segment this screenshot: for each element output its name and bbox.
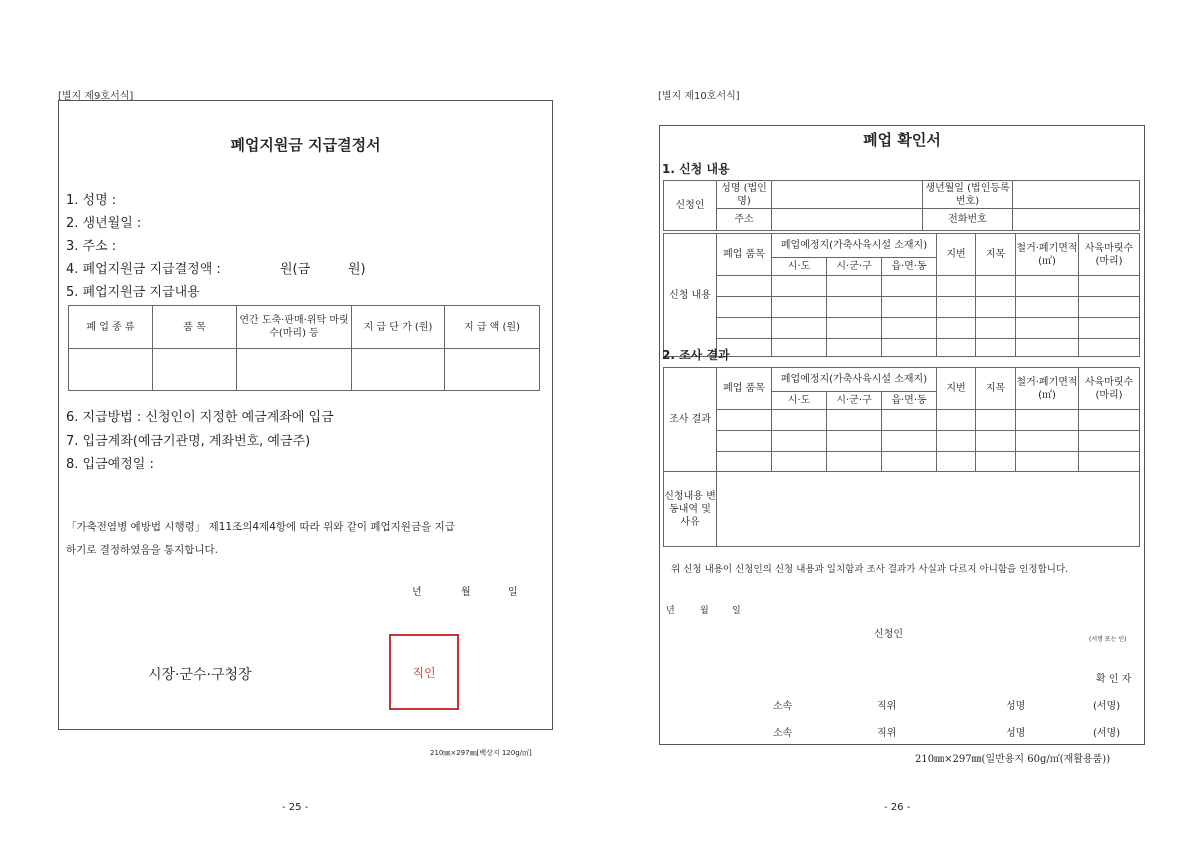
field-name: 1. 성명 : [66, 193, 117, 208]
table-cell[interactable] [827, 297, 882, 318]
confirmer-2-sign: (서명) [1093, 728, 1121, 739]
table-cell[interactable] [1016, 276, 1079, 297]
table-cell[interactable] [976, 431, 1016, 452]
header-annual-count: 연간 도축·판매·위탁 마릿수(마리) 등 [237, 306, 352, 349]
confirmer-2-name: 성명 [1006, 728, 1026, 739]
table-cell[interactable] [976, 452, 1016, 472]
table-cell[interactable] [1079, 431, 1140, 452]
table-cell[interactable] [772, 410, 827, 431]
table-cell[interactable] [976, 276, 1016, 297]
birth-label: 생년월일 (법인등록번호) [923, 181, 1013, 209]
table-cell[interactable] [1079, 297, 1140, 318]
table-cell[interactable] [937, 276, 976, 297]
table-cell[interactable] [1079, 410, 1140, 431]
table-cell[interactable] [772, 452, 827, 472]
table-cell[interactable] [882, 339, 937, 357]
date-year: 년 [412, 587, 422, 598]
table-cell[interactable] [827, 410, 882, 431]
sign-or-seal-note: (서명 또는 인) [1089, 636, 1127, 643]
table-cell[interactable] [937, 297, 976, 318]
lot-label: 지번 [937, 368, 976, 410]
table-cell[interactable] [882, 297, 937, 318]
field-address: 3. 주소 : [66, 239, 117, 254]
paper-spec-right: 210㎜×297㎜(일반용지 60g/㎡(재활용품)) [915, 754, 1111, 765]
field-amount: 4. 폐업지원금 지급결정액 : [66, 262, 221, 277]
phone-label: 전화번호 [923, 209, 1013, 231]
table-cell[interactable] [153, 349, 237, 391]
table-cell[interactable] [352, 349, 445, 391]
table-cell[interactable] [717, 431, 772, 452]
field-account: 7. 입금계좌(예금기관명, 계좌번호, 예금주) [66, 434, 311, 449]
right-form-title: 폐업 확인서 [863, 131, 941, 149]
applicant-table [663, 180, 1140, 231]
table-cell[interactable] [976, 339, 1016, 357]
applicant-label: 신청인 [664, 181, 717, 231]
confirmer-2-dept: 소속 [773, 728, 793, 739]
table-cell[interactable] [717, 276, 772, 297]
address-label: 주소 [717, 209, 772, 231]
header-closure-type: 폐 업 종 류 [69, 306, 153, 349]
page-number-right: - 26 - [884, 802, 911, 813]
table-cell[interactable] [237, 349, 352, 391]
application-content-table [663, 233, 1140, 357]
section-2-heading: 2. 조사 결과 [662, 348, 730, 362]
table-cell[interactable] [1016, 318, 1079, 339]
site-label: 폐업예정지(가축사육시설 소재지) [772, 368, 937, 392]
date-day: 일 [508, 587, 518, 598]
field-payment-method: 6. 지급방법 : 신청인이 지정한 예금계좌에 입금 [66, 410, 334, 425]
name-value[interactable] [772, 181, 923, 209]
site-label: 폐업예정지(가축사육시설 소재지) [772, 234, 937, 258]
item-label: 폐업 품목 [717, 368, 772, 410]
date-year-right: 년 [666, 606, 675, 616]
confirmer-2-position: 직위 [877, 728, 897, 739]
header-unit-price: 지 급 단 가 (원) [352, 306, 445, 349]
item-label: 폐업 품목 [717, 234, 772, 276]
table-cell[interactable] [937, 452, 976, 472]
table-cell[interactable] [717, 297, 772, 318]
applicant-sign-label: 신청인 [874, 629, 903, 640]
signer-title: 시장·군수·구청장 [148, 667, 252, 683]
amount-won-close: 원) [348, 262, 366, 277]
table-cell[interactable] [882, 276, 937, 297]
confirm-statement: 위 신청 내용이 신청인의 신청 내용과 일치함과 조사 결과가 사실과 다르지 아니함을 인정합니다. [671, 564, 1069, 575]
page-number-left: - 25 - [282, 802, 309, 813]
table-cell[interactable] [772, 339, 827, 357]
sido-label: 시·도 [772, 258, 827, 276]
table-cell[interactable] [937, 339, 976, 357]
land-label: 지목 [976, 234, 1016, 276]
table-cell[interactable] [772, 297, 827, 318]
table-cell[interactable] [1016, 452, 1079, 472]
table-cell[interactable] [937, 318, 976, 339]
table-cell[interactable] [827, 276, 882, 297]
confirmer-1-name: 성명 [1006, 701, 1026, 712]
amount-won-open: 원(금 [280, 262, 311, 277]
table-cell[interactable] [1016, 431, 1079, 452]
table-cell[interactable] [717, 410, 772, 431]
payment-table [68, 305, 540, 391]
table-cell[interactable] [445, 349, 540, 391]
date-month: 월 [461, 587, 471, 598]
notice-line-2: 하기로 결정하였음을 통지합니다. [66, 544, 219, 556]
area-label: 철거·폐기면적 (㎡) [1016, 234, 1079, 276]
table-cell[interactable] [976, 318, 1016, 339]
sido-label: 시·도 [772, 392, 827, 410]
table-cell[interactable] [937, 410, 976, 431]
date-day-right: 일 [732, 606, 741, 616]
field-deposit-date: 8. 입금예정일 : [66, 457, 154, 472]
content-label: 신청 내용 [664, 234, 717, 357]
confirmer-1-dept: 소속 [773, 701, 793, 712]
land-label: 지목 [976, 368, 1016, 410]
table-cell[interactable] [827, 318, 882, 339]
sigungu-label: 시·군·구 [827, 392, 882, 410]
field-content: 5. 폐업지원금 지급내용 [66, 285, 200, 300]
phone-value[interactable] [1013, 209, 1140, 231]
lot-label: 지번 [937, 234, 976, 276]
table-cell[interactable] [827, 339, 882, 357]
table-cell[interactable] [717, 318, 772, 339]
table-cell[interactable] [1016, 339, 1079, 357]
area-label: 철거·폐기면적 (㎡) [1016, 368, 1079, 410]
sigungu-label: 시·군·구 [827, 258, 882, 276]
table-cell[interactable] [1079, 318, 1140, 339]
table-cell[interactable] [772, 276, 827, 297]
header-item: 품 목 [153, 306, 237, 349]
table-cell[interactable] [976, 410, 1016, 431]
confirmer-1-position: 직위 [877, 701, 897, 712]
table-cell[interactable] [1079, 452, 1140, 472]
table-cell[interactable] [827, 452, 882, 472]
table-cell[interactable] [1079, 276, 1140, 297]
form-tag-right: [별지 제10호서식] [658, 91, 740, 102]
heads-label: 사육마릿수 (마리) [1079, 234, 1140, 276]
form-tag-left: [별지 제9호서식] [58, 91, 134, 102]
survey-label: 조사 결과 [664, 368, 717, 472]
change-label: 신청내용 변동내역 및 사유 [664, 472, 717, 547]
table-cell[interactable] [937, 431, 976, 452]
table-cell[interactable] [827, 431, 882, 452]
table-cell[interactable] [772, 318, 827, 339]
section-1-heading: 1. 신청 내용 [662, 162, 730, 176]
date-month-right: 월 [700, 606, 709, 616]
table-cell[interactable] [717, 452, 772, 472]
birth-value[interactable] [1013, 181, 1140, 209]
left-form-title: 폐업지원금 지급결정서 [230, 136, 381, 154]
table-cell[interactable] [772, 431, 827, 452]
name-label: 성명 (법인명) [717, 181, 772, 209]
table-cell[interactable] [1016, 410, 1079, 431]
header-amount: 지 급 액 (원) [445, 306, 540, 349]
table-cell[interactable] [69, 349, 153, 391]
table-cell[interactable] [882, 318, 937, 339]
paper-spec-left: 210㎜×297㎜[백상지 120g/㎡] [430, 749, 532, 757]
eup-label: 읍·면·동 [882, 258, 937, 276]
table-cell[interactable] [882, 452, 937, 472]
change-reason-value[interactable] [717, 472, 1140, 547]
heads-label: 사육마릿수 (마리) [1079, 368, 1140, 410]
field-birthdate: 2. 생년월일 : [66, 216, 142, 231]
survey-result-table [663, 367, 1140, 547]
notice-line-1: 「가축전염병 예방법 시행령」 제11조의4제4항에 따라 위와 같이 폐업지원금을 지급 [66, 521, 455, 533]
confirmer-label: 확 인 자 [1096, 674, 1132, 685]
seal-label: 직인 [412, 665, 436, 680]
table-cell[interactable] [1079, 339, 1140, 357]
table-cell[interactable] [976, 297, 1016, 318]
table-cell[interactable] [882, 410, 937, 431]
eup-label: 읍·면·동 [882, 392, 937, 410]
official-seal [389, 634, 459, 710]
table-cell[interactable] [1016, 297, 1079, 318]
confirmer-1-sign: (서명) [1093, 701, 1121, 712]
address-value[interactable] [772, 209, 923, 231]
table-cell[interactable] [882, 431, 937, 452]
